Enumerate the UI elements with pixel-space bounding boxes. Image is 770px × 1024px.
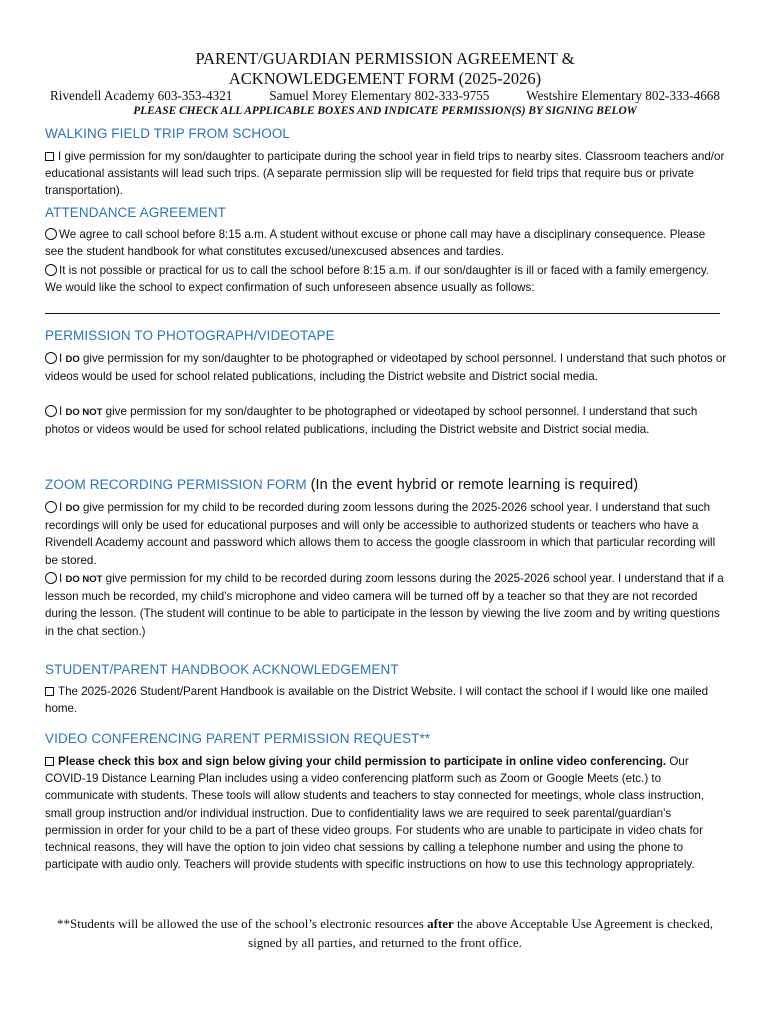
photo-do-prefix: I — [59, 352, 63, 365]
handbook-checkbox[interactable] — [45, 687, 54, 696]
zoom-recording-heading-note: (In the event hybrid or remote learning is required) — [310, 477, 639, 493]
walking-field-trip-section — [45, 148, 727, 200]
zoom-recording-do-not — [45, 570, 727, 640]
attendance-confirmation-text: It is not possible or practical for us to call the school before 8:15 a.m. if our son/daughter is ill or faced with a family emergency. We would like the school to expect confirmation of such unforeseen absence usually as follows: — [45, 264, 709, 295]
walking-field-trip-heading: WALKING FIELD TRIP FROM SCHOOL — [45, 126, 291, 141]
school-contact-rivendell: Rivendell Academy 603-353-4321 — [50, 88, 233, 103]
photo-do-not-radio[interactable] — [45, 405, 57, 417]
attendance-call-text: We agree to call school before 8:15 a.m. A student without excuse or phone call may have a disciplinary consequence. Please see the student handbook for what constitutes excused/unexcused absences and tardies. — [45, 228, 706, 259]
photo-do-text: give permission for my son/daughter to be photographed or videotaped by school personnel. I understand that such photos or videos would be used for school related publications, including the District website and District social media. — [45, 352, 727, 384]
zoom-do-not-radio[interactable] — [45, 572, 57, 584]
zoom-do-prefix: I — [59, 501, 63, 514]
photo-do-not-text: give permission for my son/daughter to be photographed or videotaped by school personnel. I understand that such photos or videos would be used for school related publications, including the District website and District social media. — [45, 405, 698, 437]
photo-do-label: DO — [65, 354, 80, 365]
video-conferencing-section — [45, 753, 727, 873]
zoom-do-label: DO — [65, 503, 80, 514]
absence-confirmation-line[interactable] — [45, 313, 720, 314]
footer-text-after: the above Acceptable Use Agreement is checked, signed by all parties, and returned to the front office. — [248, 916, 713, 950]
attendance-call-radio[interactable] — [45, 228, 57, 240]
photo-permission-do — [45, 350, 727, 385]
video-conferencing-checkbox[interactable] — [45, 757, 54, 766]
attendance-confirmation-radio[interactable] — [45, 264, 57, 276]
attendance-option-call — [45, 226, 727, 260]
video-conferencing-text: Our COVID-19 Distance Learning Plan includes using a video conferencing platform such as Zoom or Google Meets (etc.) to communicate with students. These tools will allow students and teachers to stay connected for meetings, whole class instruction, small group instruction and/or individual instruction. Due to confidentiality laws we are required to seek parental/guardian’s permission in order for your child to be a part of these video groups. For students who are unable to participate in video chats for technical reasons, they will have the option to join video chat sessions by calling a telephone number and using the phone to participate with audio only. Teachers will provide students with specific instructions on how to use this technology appropriately. — [45, 755, 705, 872]
zoom-recording-do — [45, 499, 727, 569]
footer-bold-word: after — [427, 916, 454, 931]
form-instructions: PLEASE CHECK ALL APPLICABLE BOXES AND INDICATE PERMISSION(S) BY SIGNING BELOW — [133, 105, 637, 117]
form-title-line2: ACKNOWLEDGEMENT FORM (2025-2026) — [228, 69, 542, 88]
photo-do-not-label: DO NOT — [65, 407, 103, 418]
footer-note — [50, 914, 720, 952]
handbook-heading: STUDENT/PARENT HANDBOOK ACKNOWLEDGEMENT — [45, 662, 399, 677]
walking-field-trip-text: I give permission for my son/daughter to participate during the school year in field trips to nearby sites. Classroom teachers and/or educational assistants will lead such trips. (A separate permission slip will be requested for field trips that require bus or private transportation). — [45, 150, 725, 198]
school-contact-samuel-morey: Samuel Morey Elementary 802-333-9755 — [269, 88, 490, 103]
photo-do-not-prefix: I — [59, 405, 63, 418]
video-conferencing-heading: VIDEO CONFERENCING PARENT PERMISSION REQUEST** — [45, 731, 431, 746]
school-contacts — [50, 88, 720, 104]
photo-do-radio[interactable] — [45, 352, 57, 364]
zoom-do-not-label: DO NOT — [65, 574, 103, 585]
handbook-text: The 2025-2026 Student/Parent Handbook is available on the District Website. I will contact the school if I would like one mailed home. — [45, 685, 709, 716]
footer-text-before: **Students will be allowed the use of the school’s electronic resources — [57, 916, 428, 931]
zoom-do-text: give permission for my child to be recorded during zoom lessons during the 2025-2026 school year. I understand that such recordings will only be used for educational purposes and will only be accessible to authorized students or teachers who have a Rivendell Academy account and password which allows them to access the google classroom in which that particular recording will be stored. — [45, 501, 716, 567]
attendance-heading: ATTENDANCE AGREEMENT — [45, 205, 227, 220]
school-contact-westshire: Westshire Elementary 802-333-4668 — [526, 88, 720, 103]
zoom-do-radio[interactable] — [45, 501, 57, 513]
zoom-do-not-text: give permission for my child to be recorded during zoom lessons during the 2025-2026 school year. I understand that if a lesson much be recorded, my child’s microphone and video camera will be turned off by a teacher so that they are not recorded during the lesson. (The student will continue to be able to participate in the lesson by viewing the live zoom and by writing questions in the chat section.) — [45, 572, 724, 638]
form-title-line1: PARENT/GUARDIAN PERMISSION AGREEMENT & — [195, 49, 575, 68]
walking-field-trip-checkbox[interactable] — [45, 152, 54, 161]
video-conferencing-bold-text: Please check this box and sign below giving your child permission to participate in online video conferencing. — [58, 755, 667, 768]
handbook-section — [45, 683, 727, 717]
zoom-do-not-prefix: I — [59, 572, 63, 585]
photo-permission-do-not — [45, 403, 727, 438]
zoom-recording-heading — [45, 477, 638, 493]
photo-permission-heading: PERMISSION TO PHOTOGRAPH/VIDEOTAPE — [45, 328, 335, 343]
attendance-option-confirmation — [45, 262, 727, 296]
zoom-recording-heading-title: ZOOM RECORDING PERMISSION FORM — [45, 477, 307, 492]
